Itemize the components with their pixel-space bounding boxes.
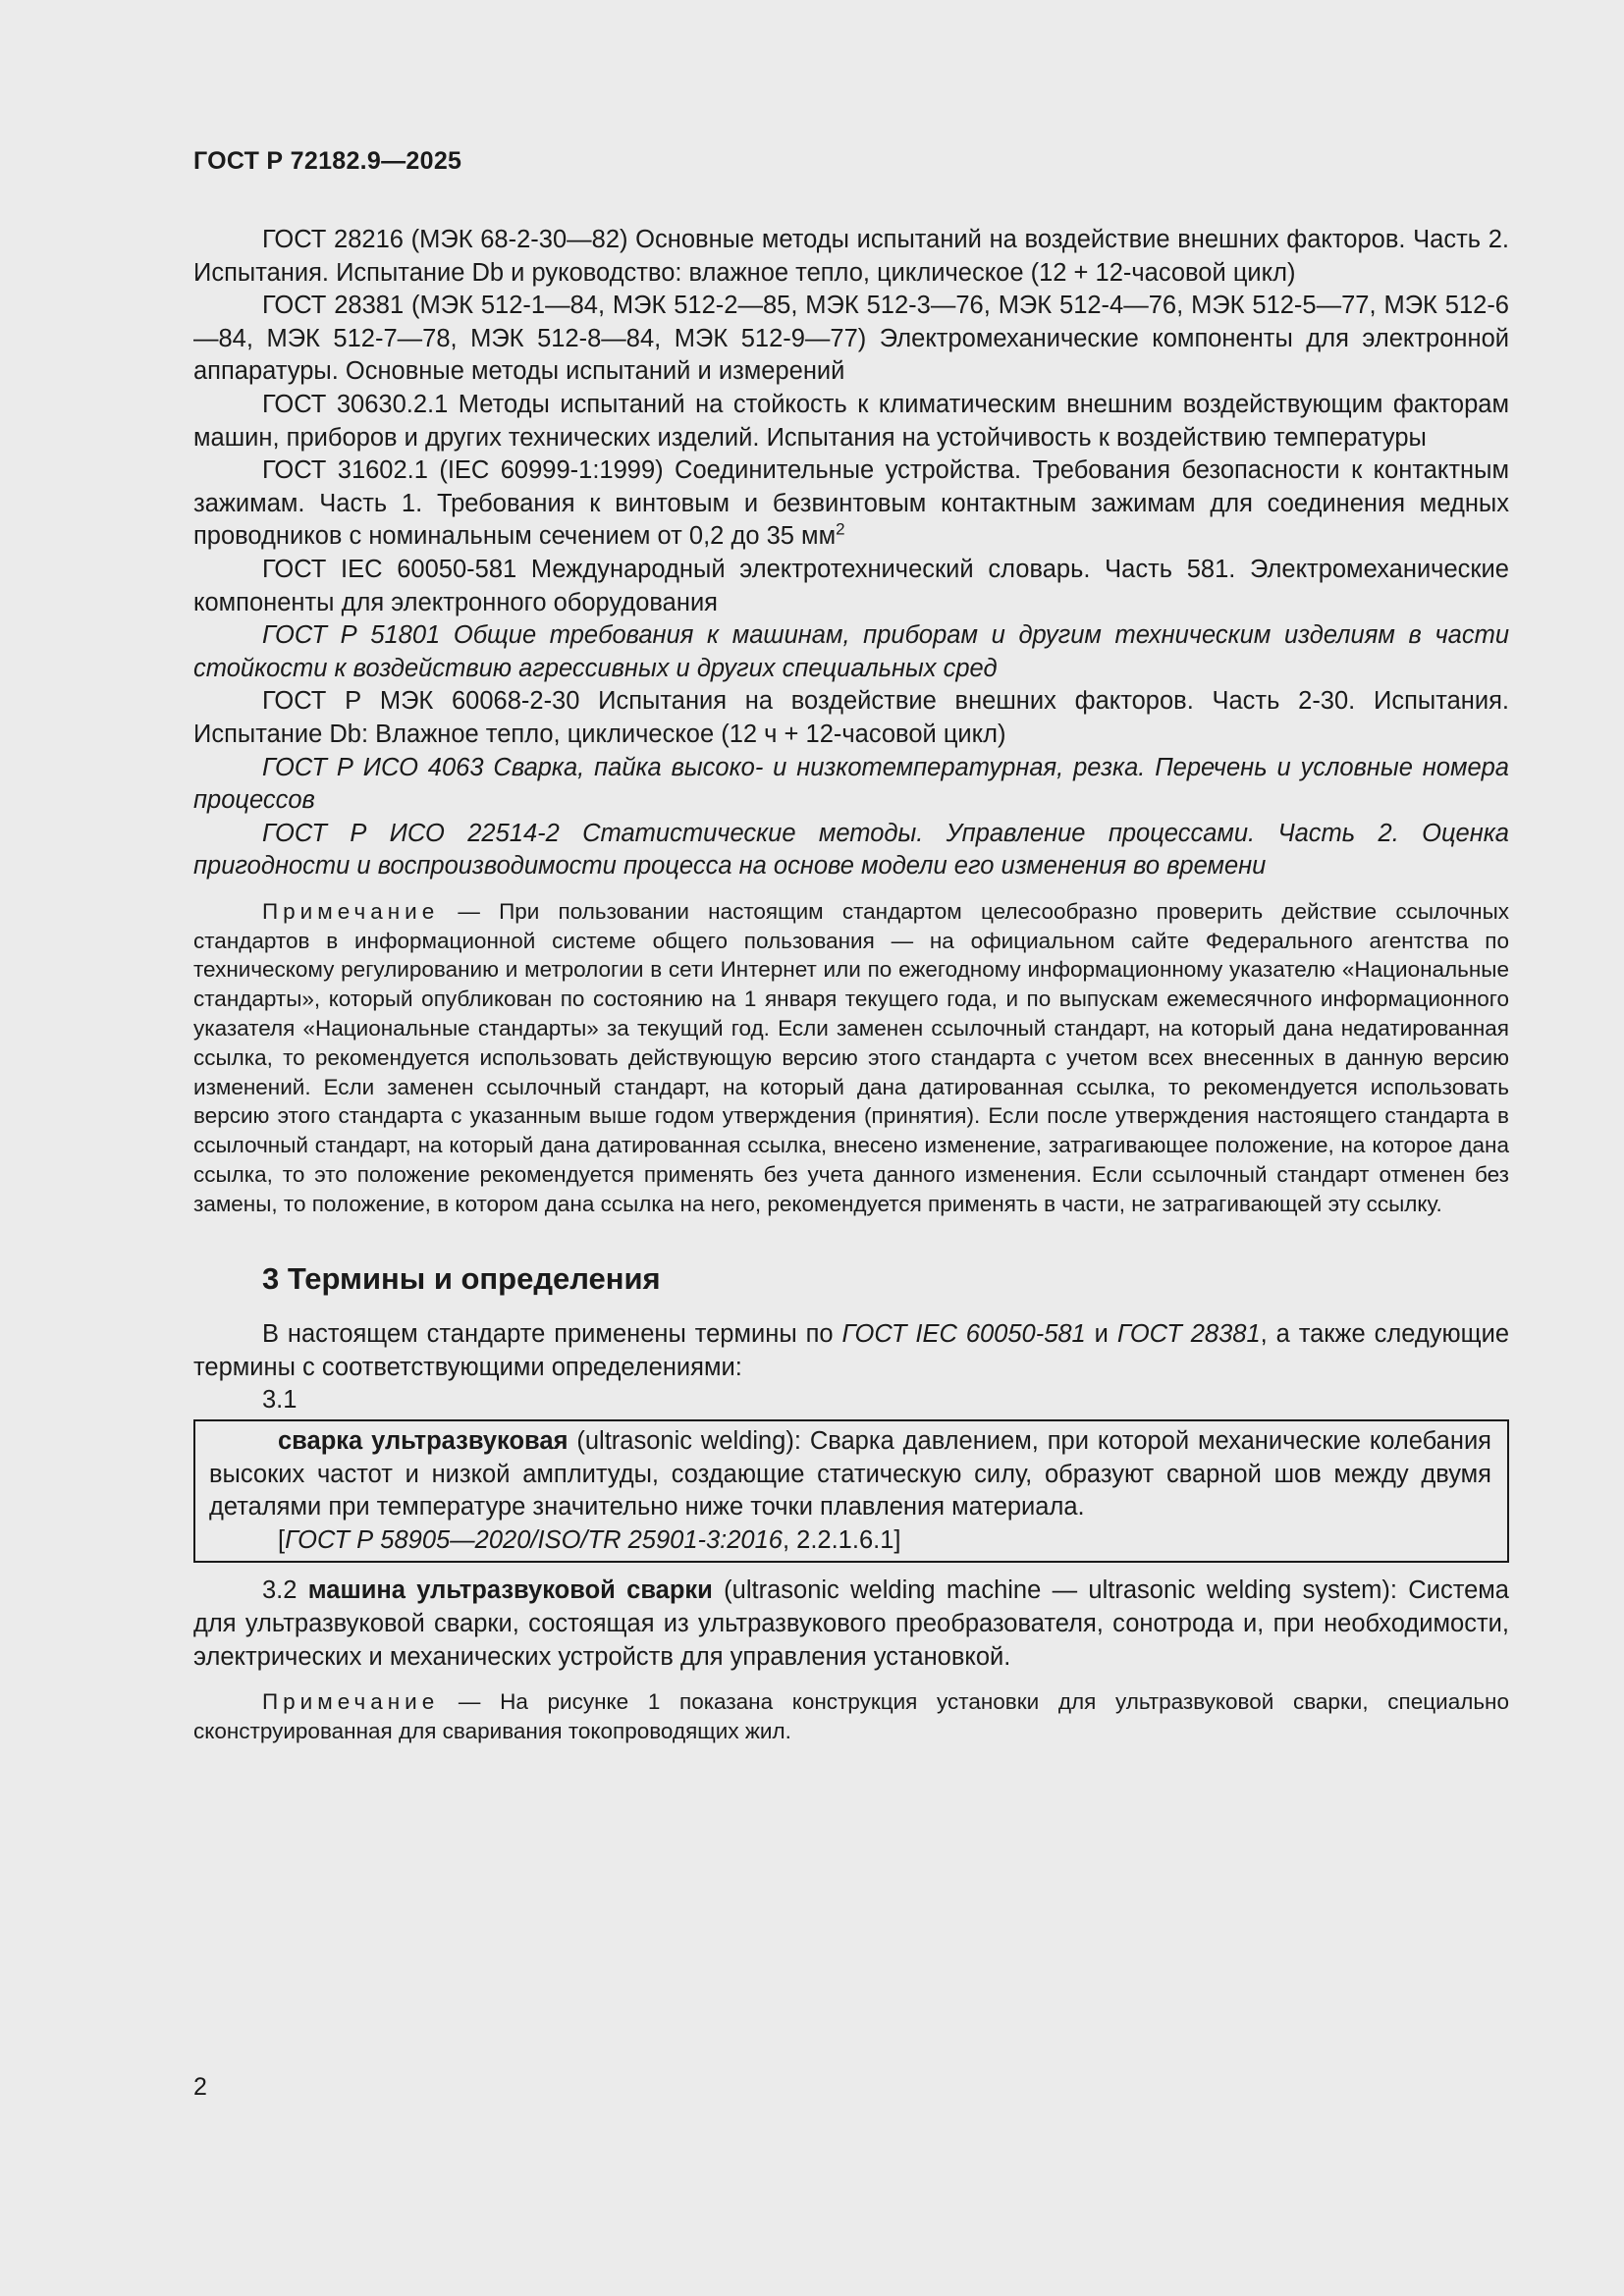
reference-item: ГОСТ Р 51801 Общие требования к машинам, приборам и другим техническим изделиям в части стойкости к воздействию агрессивных и других специальных сред (193, 621, 1509, 682)
section-title: 3 Термины и определения (262, 1260, 661, 1296)
note-references (193, 897, 1509, 1219)
note2-label: Примечание (262, 1689, 440, 1715)
reference-item: ГОСТ 30630.2.1 Методы испытаний на стойкость к климатическим внешним воздействующим факторам машин, приборов и других технических изделий. Испытания на устойчивость к воздействию температуры (193, 390, 1509, 452)
term-3-1-source (195, 1524, 1491, 1558)
note-label: Примечание (262, 898, 440, 924)
reference-item: ГОСТ Р МЭК 60068-2-30 Испытания на воздействие внешних факторов. Часть 2-30. Испытания. Испытание Db: Влажное тепло, циклическое (12 ч + 12-часовой цикл) (193, 687, 1509, 748)
reference-item: ГОСТ 28216 (МЭК 68-2-30—82) Основные методы испытаний на воздействие внешних факторов. Часть 2. Испытания. Испытание Db и руководство: влажное тепло, циклическое (12 + 12-часовой цикл) (193, 226, 1509, 287)
reference-item: ГОСТ IEC 60050-581 Международный электротехнический словарь. Часть 581. Электромеханические компоненты для электронного оборудования (193, 555, 1509, 616)
term-3-2-term: машина ультразвуковой сварки (307, 1576, 713, 1605)
source-bracket: [ (278, 1525, 286, 1554)
reference-item: ГОСТ Р ИСО 4063 Сварка, пайка высоко- и низкотемпературная, резка. Перечень и условные номера процессов (193, 753, 1509, 815)
intro-ref-iec: ГОСТ IEC 60050-581 (841, 1320, 1086, 1349)
reference-item: ГОСТ 28381 (МЭК 512-1—84, МЭК 512-2—85, МЭК 512-3—76, МЭК 512-4—76, МЭК 512-5—77, МЭК 512-6—84, МЭК 512-7—78, МЭК 512-8—84, МЭК 512-9—77) Электромеханические компоненты для электронной аппаратуры. Основные методы испытаний и измерений (193, 292, 1509, 386)
term-3-1-definition (195, 1425, 1491, 1524)
references-list (193, 224, 1509, 883)
section-intro (193, 1318, 1509, 1384)
intro-ref-gost: ГОСТ 28381 (1116, 1320, 1261, 1349)
term-3-1-box (193, 1419, 1509, 1563)
reference-item: ГОСТ 31602.1 (IEC 60999-1:1999) Соединительные устройства. Требования безопасности к контактным зажимам. Часть 1. Требования к винтовым и безвинтовым контактным зажимам для соединения медных проводников с номинальным сечением от 0,2 до 35 $мм^2$ (193, 456, 1509, 551)
term-3-2-def-text: (ultrasonic welding machine — ultrasonic welding system): Система для ультразвуковой сварки, состоящая из ультразвукового преобразователя, сонотрода и, при необходимости, электрических и механических устройств для управления установкой. (193, 1576, 1509, 1671)
page-number: 2 (193, 2073, 207, 2101)
note2-text: — На рисунке 1 показана конструкция установки для ультразвуковой сварки, специально сконструированная для сваривания токопроводящих жил. (193, 1689, 1509, 1743)
note-text: — При пользовании настоящим стандартом целесообразно проверить действие ссылочных стандартов в информационной системе общего пользования — на официальном сайте Федерального агентства по техническому регулированию и метрологии в сети Интернет или по ежегодному информационному указателю «Национальные стандарты», который опубликован по состоянию на 1 января текущего года, и по выпускам ежемесячного информационного указателя «Национальные стандарты» за текущий год. Если заменен ссылочный стандарт, на который дана недатированная ссылка, то рекомендуется использовать действующую версию этого стандарта с учетом всех внесенных в данную версию изменений. Если заменен ссылочный стандарт, на который дана датированная ссылка, то рекомендуется использовать версию этого стандарта с указанным выше годом утверждения (принятия). Если после утверждения настоящего стандарта в ссылочный стандарт, на который дана датированная ссылка, внесено изменение, затрагивающее положение, на которое дана ссылка, то это положение рекомендуется применять без учета данного изменения. Если ссылочный стандарт отменен без замены, то положение, в котором дана ссылка на него, рекомендуется применять в части, не затрагивающей эту ссылку. (193, 898, 1509, 1216)
body-text (193, 224, 1509, 1746)
intro-text-mid: и (1085, 1320, 1117, 1349)
term-3-2-definition (193, 1575, 1509, 1674)
source-clause: , 2.2.1.6.1] (782, 1525, 901, 1554)
doc-header: ГОСТ Р 72182.9—2025 (193, 147, 462, 175)
reference-item: ГОСТ Р ИСО 22514-2 Статистические методы. Управление процессами. Часть 2. Оценка пригодности и воспроизводимости процесса на основе модели его изменения во времени (193, 819, 1509, 881)
intro-text-end: , а также следующие термины с соответствующими определениями: (193, 1320, 1510, 1381)
term-3-1-number: 3.1 (262, 1386, 298, 1415)
intro-text: В настоящем стандарте применены термины по (262, 1320, 842, 1349)
source-ref: ГОСТ Р 58905—2020/ISO/TR 25901-3:2016 (285, 1525, 783, 1554)
superscript: 2 (836, 519, 845, 539)
term-3-2-number: 3.2 (262, 1576, 308, 1605)
note-figure (193, 1687, 1509, 1746)
term-3-1-term: сварка ультразвуковая (278, 1427, 568, 1456)
term-3-1-def-text: (ultrasonic welding): Сварка давлением, при которой механические колебания высоких частот и низкой амплитуды, создающие статическую силу, образуют сварной шов между двумя деталями при температуре значительно ниже точки плавления материала. (209, 1427, 1491, 1522)
